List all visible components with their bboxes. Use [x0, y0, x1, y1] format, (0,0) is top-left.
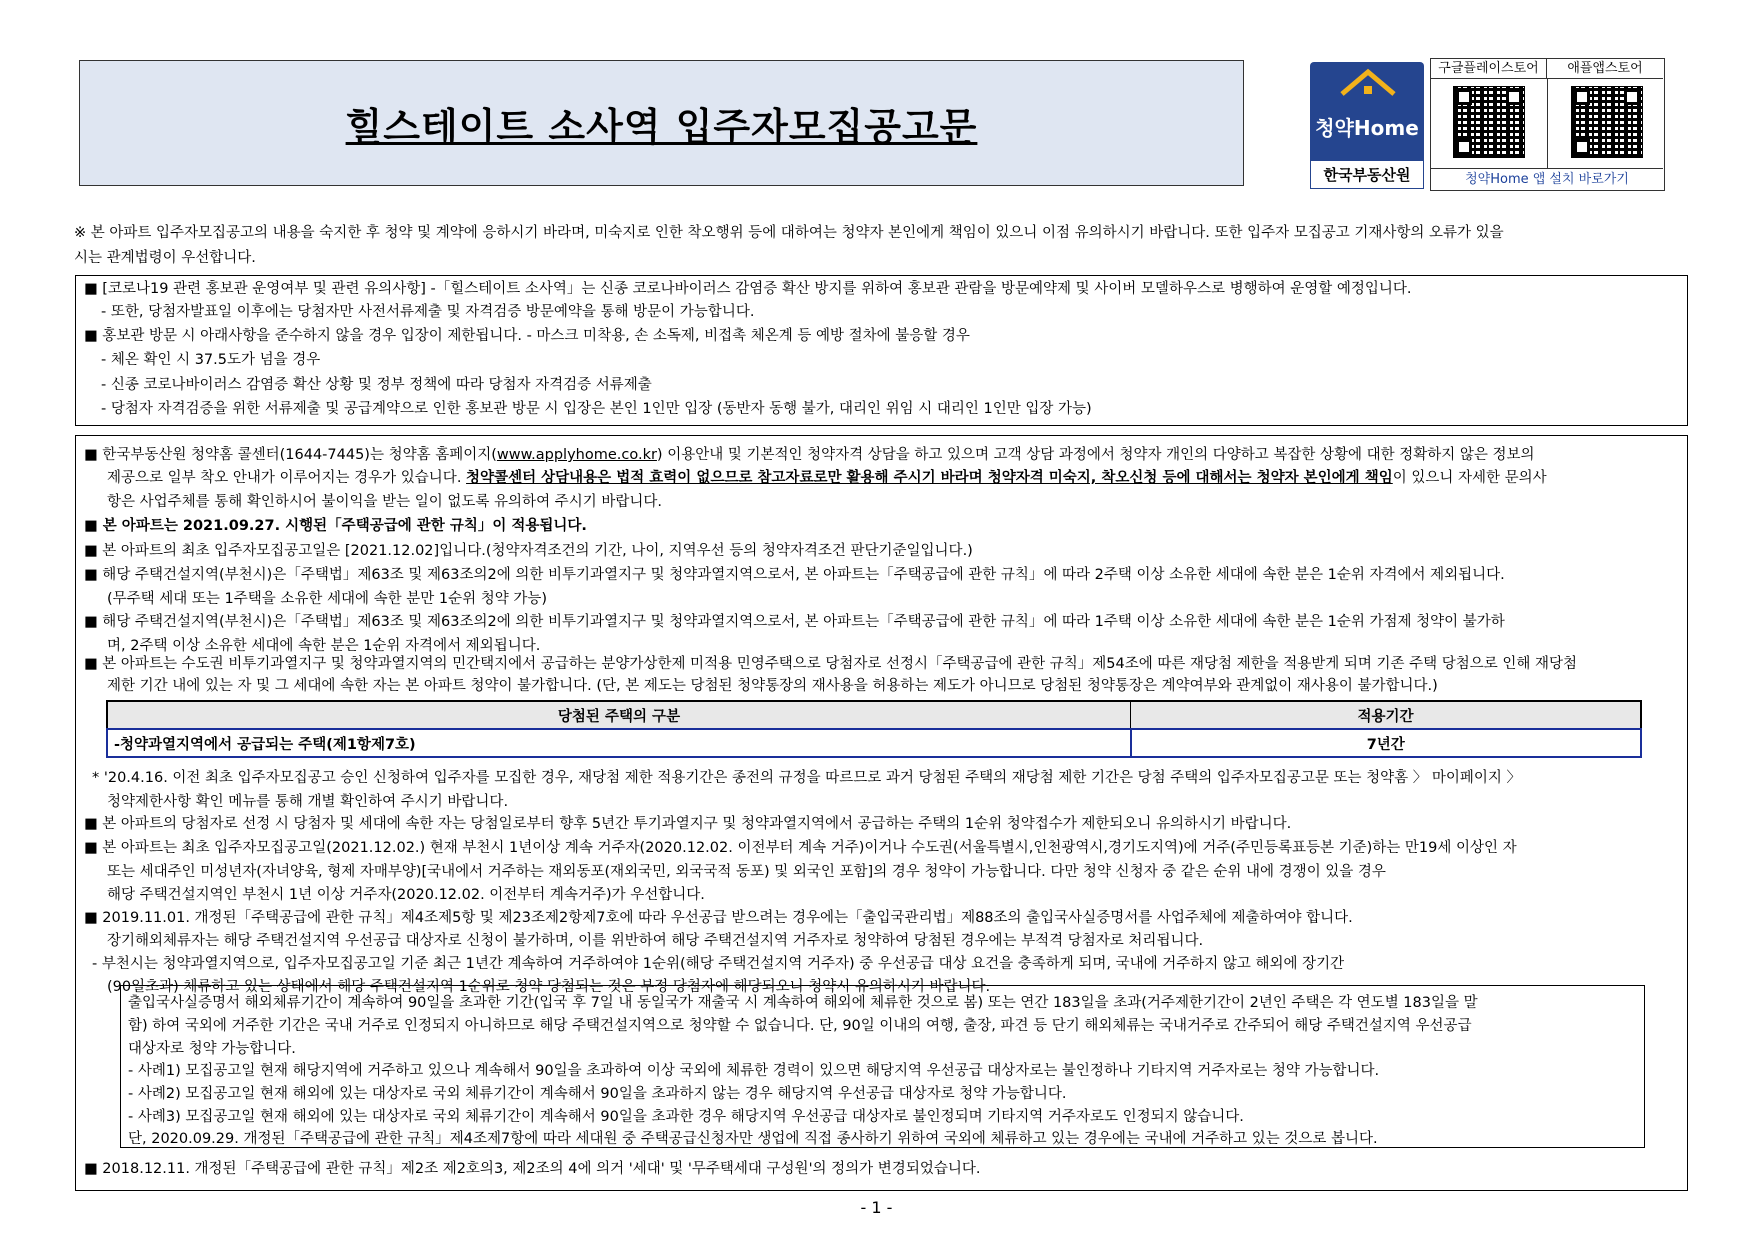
applyhome-link[interactable]: www.applyhome.co.kr	[496, 447, 657, 463]
google-play-qr-icon[interactable]	[1453, 86, 1525, 158]
google-play-label: 구글플레이스토어	[1431, 59, 1547, 79]
inner-line: - 사례3) 모집공고일 현재 해외에 있는 대상자로 국외 체류기간이 계속해서 90일을 초과한 경우 해당지역 우선공급 대상자로 불인정되며 기타지역 거주자로도 인정되지 않습니다.	[128, 1109, 1244, 1125]
covid-line: ■ 홍보관 방문 시 아래사항을 준수하지 않을 경우 입장이 제한됩니다. - 마스크 미착용, 손 소독제, 비접촉 체온계 등 예방 절차에 불응할 경우	[84, 328, 970, 344]
title-box	[79, 60, 1244, 186]
text-line: ■ 2018.12.11. 개정된「주택공급에 관한 규칙」제2조 제2호의3, 제2조의 4에 의거 '세대' 및 '무주택세대 구성원'의 정의가 변경되었습니다.	[84, 1161, 981, 1177]
text-line: 며, 2주택 이상 소유한 세대에 속한 분은 1순위 자격에서 제외됩니다.	[107, 638, 541, 654]
covid-line: - 또한, 당첨자발표일 이후에는 당첨자만 사전서류제출 및 자격검증 방문예약을 통해 방문이 가능합니다.	[101, 304, 755, 320]
inner-line: 출입국사실증명서 해외체류기간이 계속하여 90일을 초과한 기간(입국 후 7일 내 동일국가 재출국 시 계속하여 해외에 체류한 것으로 봄) 또는 연간 183일을 초과(거주제한기간이 2년인 주택은 각 연도별 183일을 말	[128, 995, 1478, 1011]
callcenter-line-2: 제공으로 일부 착오 안내가 이루어지는 경우가 있습니다. 청약콜센터 상담내용은 법적 효력이 없으므로 참고자료로만 활용해 주시기 바라며 청약자격 미숙지, 착오신청 등에 대해서는 청약자 본인에게 책임이 있으니 자세한 문의사	[107, 470, 1547, 486]
page-number: - 1 -	[860, 1198, 893, 1217]
text-line: 장기해외체류자는 해당 주택건설지역 우선공급 대상자로 신청이 불가하며, 이를 위반하여 해당 주택건설지역 거주자로 청약하여 당첨된 경우에는 부적격 당첨자로 처리됩니다.	[107, 933, 1204, 949]
applyhome-logo[interactable]	[1310, 62, 1424, 189]
callcenter-line-1: ■ 한국부동산원 청약홈 콜센터(1644-7445)는 청약홈 홈페이지(www.applyhome.co.kr) 이용안내 및 기본적인 청약자격 상담을 하고 있으며 고객 상담 과정에서 청약자 개인의 다양하고 복잡한 상황에 대한 정확하지 않은 정보의	[84, 447, 1535, 463]
notice-line-1: ※ 본 아파트 입주자모집공고의 내용을 숙지한 후 청약 및 계약에 응하시기 바라며, 미숙지로 인한 착오행위 등에 대하여는 청약자 본인에게 책임이 있으니 이점 유의하시기 바랍니다. 또한 입주자 모집공고 기재사항의 오류가 있을	[74, 225, 1504, 241]
logo-org: 한국부동산원	[1310, 160, 1424, 189]
notice-line-2: 시는 관계법령이 우선합니다.	[74, 250, 256, 266]
text-line: ■ 본 아파트는 최초 입주자모집공고일(2021.12.02.) 현재 부천시 1년이상 계속 거주자(2020.12.02. 이전부터 계속 거주)이거나 수도권(서울특별시,인천광역시,경기도지역)에 거주(주민등록표등본 기준)하는 만19세 이상인 자	[84, 840, 1517, 856]
text-line: 해당 주택건설지역인 부천시 1년 이상 거주자(2020.12.02. 이전부터 계속거주)가 우선합니다.	[107, 887, 705, 903]
text-line: ■ 2019.11.01. 개정된「주택공급에 관한 규칙」제4조제5항 및 제23조제2항제7호에 따라 우선공급 받으려는 경우에는「출입국관리법」제88조의 출입국사실증명서를 사업주체에 제출하여야 합니다.	[84, 910, 1353, 926]
covid-line: - 당첨자 자격검증을 위한 서류제출 및 공급계약으로 인한 홍보관 방문 시 입장은 본인 1인만 입장 (동반자 동행 불가, 대리인 위임 시 대리인 1인만 입장 가능)	[101, 401, 1092, 417]
inner-line: 대상자로 청약 가능합니다.	[128, 1041, 296, 1057]
inner-line: - 사례2) 모집공고일 현재 해외에 있는 대상자로 국외 체류기간이 계속해서 90일을 초과하지 않는 경우 해당지역 우선공급 대상자로 청약 가능합니다.	[128, 1086, 1067, 1102]
text-line: ■ 본 아파트는 수도권 비투기과열지구 및 청약과열지역의 민간택지에서 공급하는 분양가상한제 미적용 민영주택으로 당첨자로 선정시「주택공급에 관한 규칙」제54조에 따른 재당첨 제한을 적용받게 되며 기존 주택 당첨으로 인해 재당첨	[84, 656, 1578, 672]
table-row	[107, 729, 1641, 757]
inner-line: - 사례1) 모집공고일 현재 해당지역에 거주하고 있으나 계속해서 90일을 초과하여 이상 국외에 체류한 경력이 있으면 해당지역 우선공급 대상자로는 불인정하나 기타지역 거주자로는 청약 가능합니다.	[128, 1063, 1380, 1079]
table-header-row	[107, 701, 1641, 729]
text-line: (무주택 세대 또는 1주택을 소유한 세대에 속한 분만 1순위 청약 가능)	[107, 591, 548, 607]
text-line: * '20.4.16. 이전 최초 입주자모집공고 승인 신청하여 입주자를 모집한 경우, 재당첨 제한 적용기간은 종전의 규정을 따르므로 과거 당첨된 주택의 재당첨 제한 기간은 당첨 주택의 입주자모집공고문 또는 청약홈 〉 마이페이지 〉	[92, 770, 1522, 786]
table-header-cell: 적용기간	[1131, 701, 1642, 729]
text-line: 제한 기간 내에 있는 자 및 그 세대에 속한 자는 본 아파트 청약이 불가합니다. (단, 본 제도는 당첨된 청약통장의 재사용을 허용하는 제도가 아니므로 당첨된 청약통장은 계약여부와 관계없이 재사용이 불가합니다.)	[107, 678, 1438, 694]
house-icon	[1338, 68, 1398, 110]
covid-line: - 신종 코로나바이러스 감염증 확산 상황 및 정부 정책에 따라 당첨자 자격검증 서류제출	[101, 377, 652, 393]
text-line: ■ 해당 주택건설지역(부천시)은「주택법」제63조 및 제63조의2에 의한 비투기과열지구 및 청약과열지역으로서, 본 아파트는「주택공급에 관한 규칙」에 따라 2주택 이상 소유한 세대에 속한 분은 1순위 자격에서 제외됩니다.	[84, 567, 1505, 583]
app-store-box	[1430, 58, 1665, 191]
table-cell: -청약과열지역에서 공급되는 주택(제1항제7호)	[107, 729, 1131, 757]
apple-store-qr-icon[interactable]	[1571, 86, 1643, 158]
logo-brand: 청약Home	[1315, 116, 1419, 140]
rewin-restriction-table	[106, 700, 1642, 758]
text-line: ■ 본 아파트의 당첨자로 선정 시 당첨자 및 세대에 속한 자는 당첨일로부터 향후 5년간 투기과열지구 및 청약과열지역에서 공급하는 주택의 1순위 청약접수가 제한되오니 유의하시기 바랍니다.	[84, 816, 1292, 832]
text-line: 또는 세대주인 미성년자(자녀양육, 형제 자매부양)[국내에서 거주하는 재외동포(재외국민, 외국국적 동포) 및 외국인 포함]의 경우 청약이 가능합니다. 다만 청약 신청자 중 같은 순위 내에 경쟁이 있을 경우	[107, 864, 1386, 880]
rule-applied-line: ■ 본 아파트는 2021.09.27. 시행된「주택공급에 관한 규칙」이 적용됩니다.	[84, 518, 587, 534]
covid-line: - 체온 확인 시 37.5도가 넘을 경우	[101, 352, 321, 368]
text-line: - 부천시는 청약과열지역으로, 입주자모집공고일 기준 최근 1년간 계속하여 거주하여야 1순위(해당 주택건설지역 거주자) 중 우선공급 대상 요건을 충족하게 되며, 국내에 거주하지 않고 해외에 장기간	[92, 956, 1345, 972]
inner-line: 단, 2020.09.29. 개정된「주택공급에 관한 규칙」제4조제7항에 따라 세대원 중 주택공급신청자만 생업에 직접 종사하기 위하여 국외에 체류하고 있는 경우에는 국내에 거주하고 있는 것으로 봅니다.	[128, 1131, 1378, 1147]
notice-date-line: ■ 본 아파트의 최초 입주자모집공고일은 [2021.12.02]입니다.(청약자격조건의 기간, 나이, 지역우선 등의 청약자격조건 판단기준일입니다.)	[84, 543, 973, 559]
inner-line: 함) 하여 국외에 거주한 기간은 국내 거주로 인정되지 아니하므로 해당 주택건설지역으로 청약할 수 없습니다. 단, 90일 이내의 여행, 출장, 파견 등 단기 해외체류는 국내거주로 간주되어 해당 주택건설지역 우선공급	[128, 1018, 1472, 1034]
callcenter-warning: 청약콜센터 상담내용은 법적 효력이 없으므로 참고자료로만 활용해 주시기 바라며 청약자격 미숙지, 착오신청 등에 대해서는 청약자 본인에게 책임	[466, 470, 1393, 486]
text-line: 청약제한사항 확인 메뉴를 통해 개별 확인하여 주시기 바랍니다.	[107, 794, 509, 810]
app-install-link[interactable]: 청약Home 앱 설치 바로가기	[1431, 168, 1663, 190]
text-line: (90일초과) 체류하고 있는 상태에서 해당 주택건설지역 1순위로 청약 당첨되는 것은 부정 당첨자에 해당되오니 청약시 유의하시기 바랍니다.	[107, 979, 991, 995]
table-cell: 7년간	[1131, 729, 1642, 757]
text-line: ■ 해당 주택건설지역(부천시)은「주택법」제63조 및 제63조의2에 의한 비투기과열지구 및 청약과열지역으로서, 본 아파트는「주택공급에 관한 규칙」에 따라 1주택 이상 소유한 세대에 속한 분은 1순위 가점제 청약이 불가하	[84, 614, 1505, 630]
table-header-cell: 당첨된 주택의 구분	[107, 701, 1131, 729]
apple-store-label: 애플앱스토어	[1547, 59, 1663, 79]
callcenter-line-3: 항은 사업주체를 통해 확인하시어 불이익을 받는 일이 없도록 유의하여 주시기 바랍니다.	[107, 494, 662, 510]
covid-line: ■ [코로나19 관련 홍보관 운영여부 및 관련 유의사항] -「힐스테이트 소사역」는 신종 코로나바이러스 감염증 확산 방지를 위하여 홍보관 관람을 방문예약제 및 사이버 모델하우스로 병행하여 운영할 예정입니다.	[84, 281, 1412, 297]
page-title: 힐스테이트 소사역 입주자모집공고문	[345, 104, 978, 149]
